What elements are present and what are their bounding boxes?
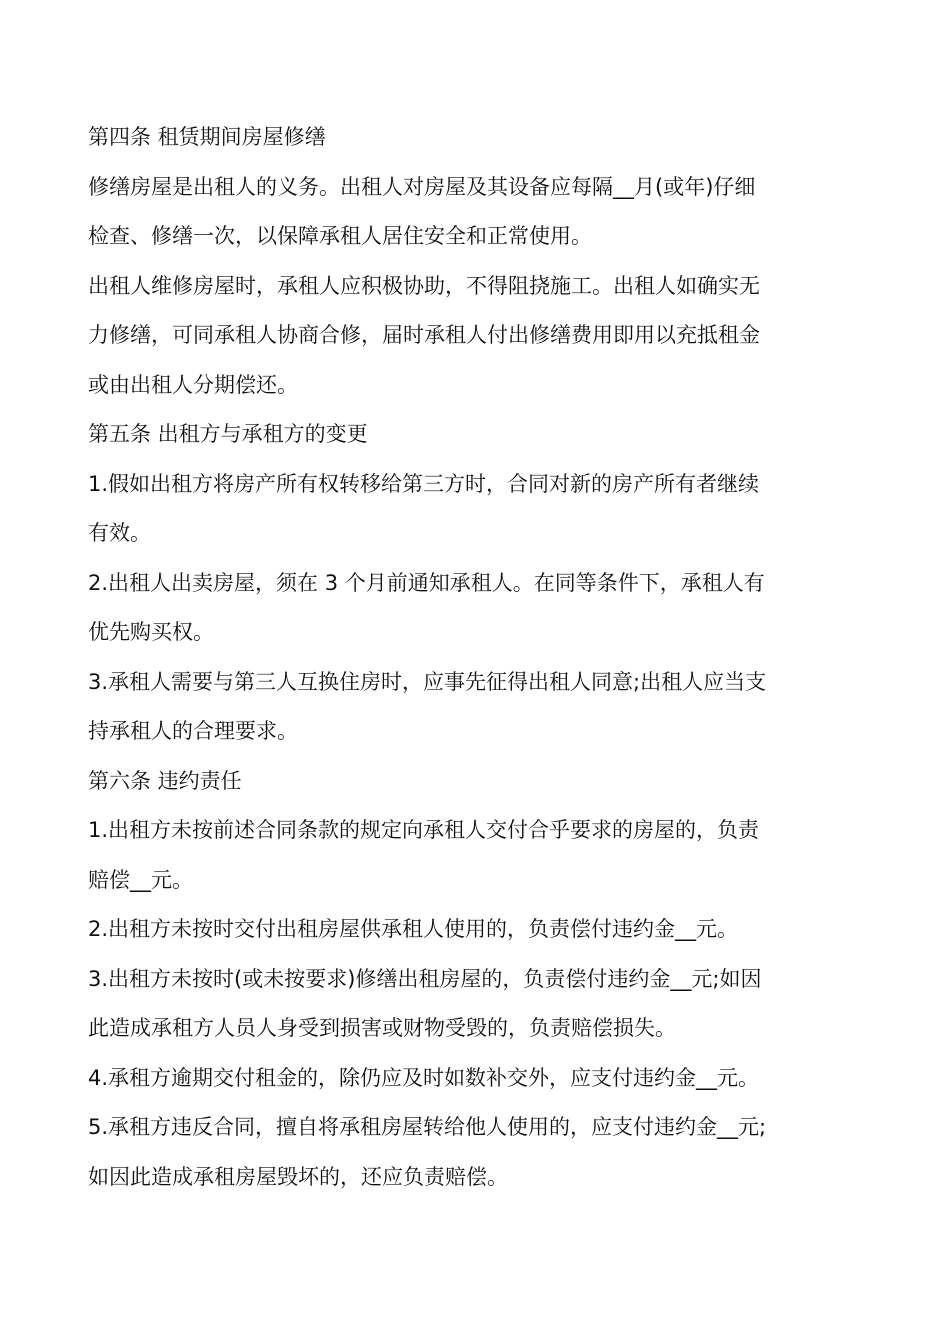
paragraph-line: 赔偿__元。 xyxy=(88,867,193,892)
section-heading: 第六条 违约责任 xyxy=(88,768,242,793)
paragraph-line: 此造成承租方人员人身受到损害或财物受毁的，负责赔偿损失。 xyxy=(88,1016,676,1040)
paragraph-line: 有效。 xyxy=(88,521,151,545)
paragraph-line: 3.出租方未按时(或未按要求)修缮出租房屋的，负责偿付违约金__元;如因 xyxy=(88,966,762,991)
paragraph-line: 持承租人的合理要求。 xyxy=(88,719,298,743)
section-heading: 第五条 出租方与承租方的变更 xyxy=(88,422,368,446)
paragraph-line: 3.承租人需要与第三人互换住房时，应事先征得出租人同意;出租人应当支 xyxy=(88,669,767,694)
paragraph-line: 5.承租方违反合同，擅自将承租房屋转给他人使用的，应支付违约金__元; xyxy=(88,1115,767,1139)
paragraph-line: 1.出租方未按前述合同条款的规定向承租人交付合乎要求的房屋的，负责 xyxy=(88,818,760,842)
paragraph-line: 检查、修缮一次，以保障承租人居住安全和正常使用。 xyxy=(88,224,592,248)
paragraph-line: 2.出租人出卖房屋，须在 3 个月前通知承租人。在同等条件下，承租人有 xyxy=(88,570,765,595)
paragraph-line: 优先购买权。 xyxy=(88,620,214,644)
section-heading: 第四条 租赁期间房屋修缮 xyxy=(88,125,326,149)
paragraph-line: 2.出租方未按时交付出租房屋供承租人使用的，负责偿付违约金__元。 xyxy=(88,917,739,941)
paragraph-line: 1.假如出租方将房产所有权转移给第三方时，合同对新的房产所有者继续 xyxy=(88,471,760,496)
paragraph-line: 4.承租方逾期交付租金的，除仍应及时如数补交外，应支付违约金__元。 xyxy=(88,1065,760,1090)
paragraph-line: 出租人维修房屋时，承租人应积极协助，不得阻挠施工。出租人如确实无 xyxy=(88,273,760,298)
paragraph-line: 修缮房屋是出租人的义务。出租人对房屋及其设备应每隔__月(或年)仔细 xyxy=(88,174,756,199)
document-page xyxy=(88,113,864,1202)
paragraph-line: 力修缮，可同承租人协商合修，届时承租人付出修缮费用即用以充抵租金 xyxy=(88,323,760,347)
paragraph-line: 如因此造成承租房屋毁坏的，还应负责赔偿。 xyxy=(88,1164,508,1189)
paragraph-line: 或由出租人分期偿还。 xyxy=(88,372,298,397)
